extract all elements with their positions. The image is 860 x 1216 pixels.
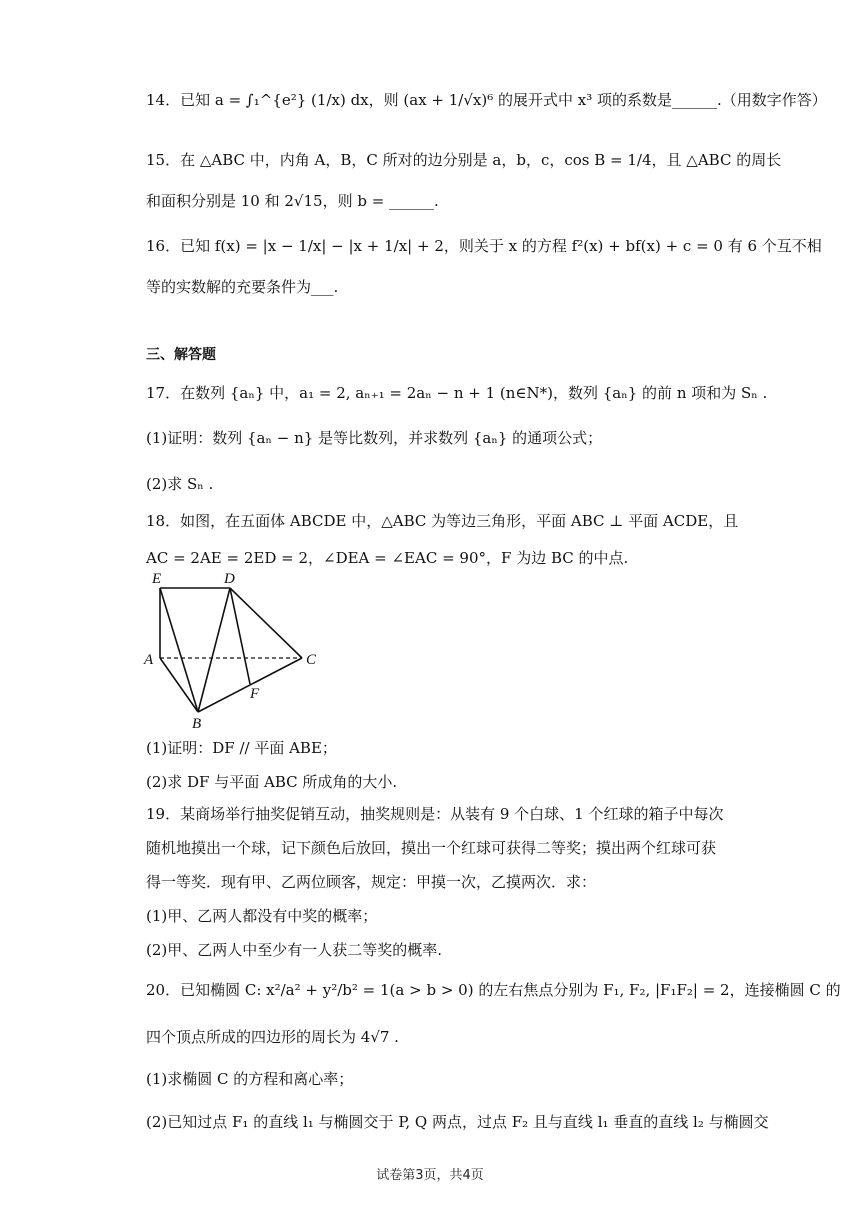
q14-line1: 14．已知 a = ∫₁^{e²} (1/x) dx，则 (ax + 1/√x)⁶ 的展开式中 x³ 项的系数是______.（用数字作答） [146,91,827,109]
edge-DB [198,588,230,712]
q18-part1: (1)证明：DF // 平面 ABE； [146,739,337,757]
q17-line1: 17．在数列 {aₙ} 中，a₁ = 2, aₙ₊₁ = 2aₙ − n + 1 (n∈N*)，数列 {aₙ} 的前 n 项和为 Sₙ . [146,384,768,402]
label-D: D [224,571,235,587]
q20-line2: 四个顶点所成的四边形的周长为 4√7 . [146,1028,399,1046]
q19-part2: (2)甲、乙两人中至少有一人获二等奖的概率. [146,941,443,959]
q20-part1: (1)求椭圆 C 的方程和离心率； [146,1070,354,1088]
edge-BC [198,658,302,712]
q20-line1: 20．已知椭圆 C: x²/a² + y²/b² = 1(a > b > 0) 的左右焦点分别为 F₁, F₂, |F₁F₂| = 2，连接椭圆 C 的 [146,981,841,999]
q15-line2: 和面积分别是 10 和 2√15，则 b = ______. [146,192,439,210]
edge-EB [160,588,198,712]
q20-part2: (2)已知过点 F₁ 的直线 l₁ 与椭圆交于 P, Q 两点，过点 F₂ 且与直线 l₁ 垂直的直线 l₂ 与椭圆交 [146,1113,769,1131]
edge-DF [230,588,250,684]
q17-part1: (1)证明：数列 {aₙ − n} 是等比数列，并求数列 {aₙ} 的通项公式； [146,429,603,447]
q18-line1: 18．如图，在五面体 ABCDE 中，△ABC 为等边三角形，平面 ABC ⊥ 平面 ACDE，且 [146,512,739,530]
edge-DC [230,588,302,658]
q19-line2: 随机地摸出一个球，记下颜色后放回，摸出一个红球可获得二等奖；摸出两个红球可获 [146,839,717,857]
q18-line2: AC = 2AE = 2ED = 2，∠DEA = ∠EAC = 90°，F 为边 BC 的中点. [146,549,629,567]
label-B: B [192,716,202,732]
section-title: 三、解答题 [146,347,216,363]
q19-line3: 得一等奖．现有甲、乙两位顾客，规定：甲摸一次，乙摸两次．求： [146,873,597,891]
label-F: F [250,686,260,702]
q17-part2: (2)求 Sₙ . [146,475,214,493]
label-E: E [152,571,162,587]
label-C: C [306,652,317,668]
label-A: A [144,652,154,668]
pentahedron-figure [140,566,330,736]
q18-part2: (2)求 DF 与平面 ABC 所成角的大小. [146,773,398,791]
q19-part1: (1)甲、乙两人都没有中奖的概率； [146,907,378,925]
q16-line2: 等的实数解的充要条件为___. [146,278,339,296]
page-footer: 试卷第3页，共4页 [376,1168,484,1183]
q15-line1: 15．在 △ABC 中，内角 A，B，C 所对的边分别是 a，b，c，cos B = 1/4，且 △ABC 的周长 [146,151,782,169]
q16-line1: 16．已知 f(x) = |x − 1/x| − |x + 1/x| + 2，则关于 x 的方程 f²(x) + bf(x) + c = 0 有 6 个互不相 [146,237,822,255]
edge-AB [160,658,198,712]
q19-line1: 19．某商场举行抽奖促销互动，抽奖规则是：从装有 9 个白球、1 个红球的箱子中每次 [146,805,724,823]
